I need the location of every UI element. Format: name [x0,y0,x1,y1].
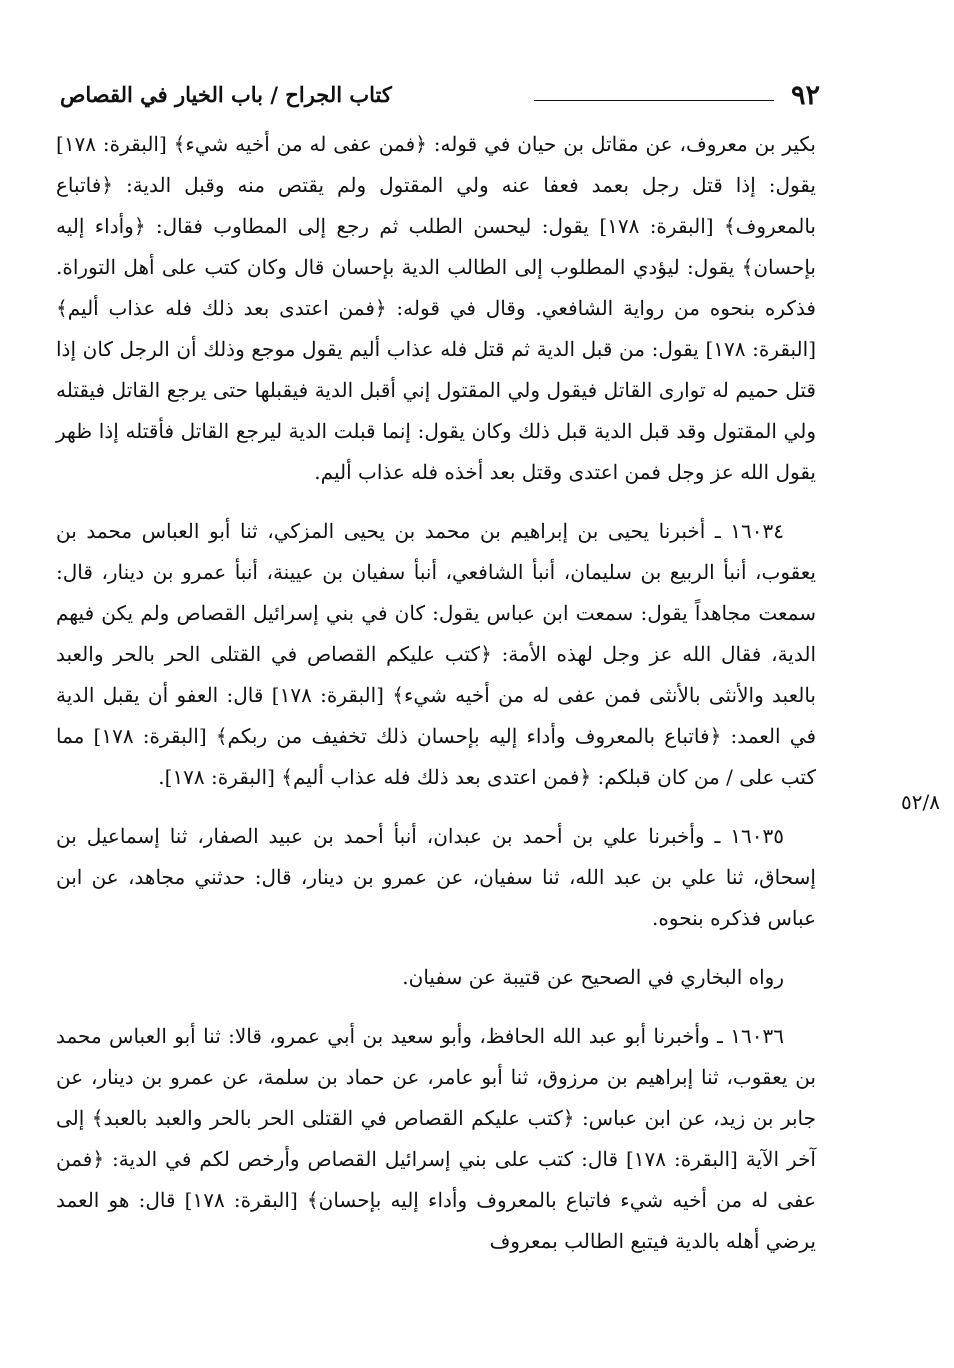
running-title: كتاب الجراح / باب الخيار في القصاص [60,82,392,107]
page-number: ٩٢ [790,80,820,111]
header-rule [534,100,774,101]
paragraph-bukhari-note: رواه البخاري في الصحيح عن قتيبة عن سفيان. [402,965,784,989]
margin-volume-page-note: ٥٢/٨ [901,790,940,814]
page-body [56,124,816,1280]
paragraph-continuation: بكير بن معروف، عن مقاتل بن حيان في قوله: ﴿فمن عفى له من أخيه شيء﴾ [البقرة: ١٧٨] يقول: إذا قتل رجل بعمد فعفا عنه ولي المقتول ولم يقتص منه وقبل الدية: ﴿فاتباع بالمعروف﴾ [البقرة: ١٧٨] يقول: ليحسن الطلب ثم رجع إلى المطاوب فقال: ﴿وأداء إليه بإحسان﴾ يقول: ليؤدي المطلوب إلى الطالب الدية بإحسان قال وكان كتب على أهل التوراة. فذكره بنحوه من رواية الشافعي. وقال في قوله: ﴿فمن اعتدى بعد ذلك فله عذاب أليم﴾ [البقرة: ١٧٨] يقول: من قبل الدية ثم قتل فله عذاب أليم يقول موجع وذلك أن الرجل كان إذا قتل حميم له توارى القاتل فيقول ولي المقتول إني أقبل الدية فيقبلها حتى يرجع القاتل فيقتله ولي المقتول وقد قبل الدية قبل ذلك وكان يقول: إنما قبلت الدية ليرجع القاتل فأقتله إذا ظهر يقول الله عز وجل فمن اعتدى وقتل بعد أخذه فله عذاب أليم. [56,132,817,484]
page-header [60,78,820,118]
paragraph-hadith-16036: ١٦٠٣٦ ـ وأخبرنا أبو عبد الله الحافظ، وأبو سعيد بن أبي عمرو، قالا: ثنا أبو العباس محمد بن يعقوب، ثنا إبراهيم بن مرزوق، ثنا أبو عامر، عن حماد بن سلمة، عن عمرو بن دينار، عن جابر بن زيد، عن ابن عباس: ﴿كتب عليكم القصاص في القتلى الحر بالحر والعبد بالعبد﴾ إلى آخر الآية [البقرة: ١٧٨] قال: كتب على بني إسرائيل القصاص وأرخص لكم في الدية: ﴿فمن عفى له من أخيه شيء فاتباع بالمعروف وأداء إليه بإحسان﴾ [البقرة: ١٧٨] قال: هو العمد يرضي أهله بالدية فيتبع الطالب بمعروف [56,1024,816,1253]
paragraph-hadith-16034: ١٦٠٣٤ ـ أخبرنا يحيى بن إبراهيم بن محمد بن يحيى المزكي، ثنا أبو العباس محمد بن يعقوب، أنبأ الربيع بن سليمان، أنبأ الشافعي، أنبأ سفيان بن عيينة، أنبأ عمرو بن دينار، قال: سمعت مجاهداً يقول: سمعت ابن عباس يقول: كان في بني إسرائيل القصاص ولم يكن فيهم الدية، فقال الله عز وجل لهذه الأمة: ﴿كتب عليكم القصاص في القتلى الحر بالحر والعبد بالعبد والأنثى بالأنثى فمن عفى له من أخيه شيء﴾ [البقرة: ١٧٨] قال: العفو أن يقبل الدية في العمد: ﴿فاتباع بالمعروف وأداء إليه بإحسان ذلك تخفيف من ربكم﴾ [البقرة: ١٧٨] مما كتب على / من كان قبلكم: ﴿فمن اعتدى بعد ذلك فله عذاب أليم﴾ [البقرة: ١٧٨]. [56,519,817,789]
paragraph-hadith-16035: ١٦٠٣٥ ـ وأخبرنا علي بن أحمد بن عبدان، أنبأ أحمد بن عبيد الصفار، ثنا إسماعيل بن إسحاق، ثنا علي بن عبد الله، ثنا سفيان، عن عمرو بن دينار، قال: حدثني مجاهد، عن ابن عباس فذكره بنحوه. [56,824,816,930]
